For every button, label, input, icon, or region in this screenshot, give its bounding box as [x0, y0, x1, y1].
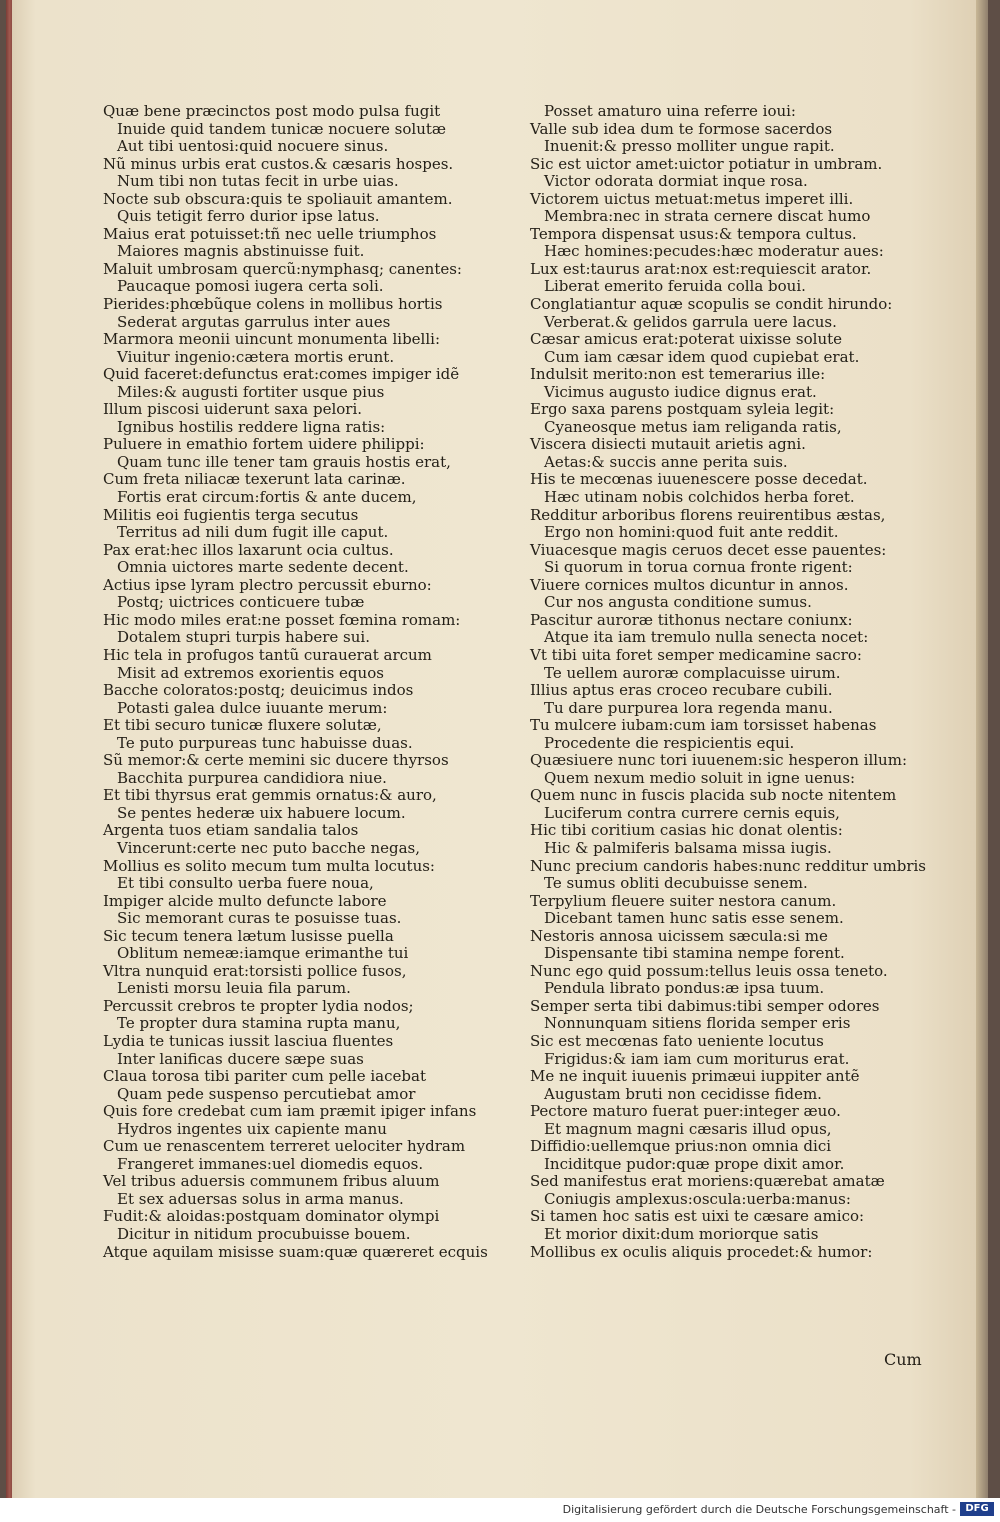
verse-line: Maius erat potuisset:tñ nec uelle triumphos	[103, 224, 437, 243]
verse-line: Viuere cornices multos dicuntur in annos.	[530, 575, 849, 594]
verse-line: Quem nunc in fuscis placida sub nocte nitentem	[530, 786, 897, 805]
verse-line: Sic est uictor amet:uictor potiatur in umbram.	[530, 154, 883, 173]
verse-line: Viuitur ingenio:cætera mortis erunt.	[117, 347, 395, 366]
left-text-column	[103, 103, 523, 1261]
verse-line: Te propter dura stamina rupta manu,	[117, 1014, 401, 1033]
verse-line: Aut tibi uentosi:quid nocuere sinus.	[117, 137, 389, 156]
verse-line: Vltra nunquid erat:torsisti pollice fusos,	[103, 961, 407, 980]
verse-line: His te mecœnas iuuenescere posse decedat.	[530, 470, 868, 489]
verse-line: Et sex aduersas solus in arma manus.	[117, 1189, 404, 1208]
verse-line: Vicimus augusto iudice dignus erat.	[544, 382, 817, 401]
verse-line: Frigidus:& iam iam cum moriturus erat.	[544, 1049, 850, 1068]
verse-line: Dicitur in nitidum procubuisse bouem.	[117, 1225, 411, 1243]
verse-line: Vincerunt:certe nec puto bacche negas,	[117, 838, 420, 857]
verse-line: Et magnum magni cæsaris illud opus,	[544, 1119, 832, 1138]
verse-line: Et tibi consulto uerba fuere noua,	[117, 874, 374, 893]
verse-line: Te sumus obliti decubuisse senem.	[544, 874, 808, 893]
verse-line: Quis tetigit ferro durior ipse latus.	[117, 207, 380, 226]
verse-line: Conglatiantur aquæ scopulis se condit hirundo:	[530, 295, 893, 314]
verse-line: Dispensante tibi stamina nempe forent.	[544, 944, 845, 963]
verse-line: Si quorum in torua cornua fronte rigent:	[544, 558, 853, 577]
verse-line: Frangeret immanes:uel diomedis equos.	[117, 1154, 424, 1173]
verse-line: Et morior dixit:dum moriorque satis	[544, 1225, 819, 1243]
verse-line: Diffidio:uellemque prius:non omnia dici	[530, 1137, 832, 1156]
verse-line: Sic est mecœnas fato ueniente locutus	[530, 1031, 824, 1050]
verse-line: Inciditque pudor:quæ prope dixit amor.	[544, 1154, 845, 1173]
verse-line: Impiger alcide multo defuncte labore	[103, 891, 387, 910]
verse-line: Percussit crebros te propter lydia nodos;	[103, 996, 414, 1015]
verse-line: Bacche coloratos:postq; deuicimus indos	[103, 681, 414, 700]
verse-line: Semper serta tibi dabimus:tibi semper odores	[530, 996, 880, 1015]
verse-line: Tu mulcere iubam:cum iam torsisset habenas	[530, 716, 877, 735]
verse-line: Liberat emerito feruida colla boui.	[544, 277, 806, 296]
verse-line: Territus ad nili dum fugit ille caput.	[117, 523, 389, 542]
verse-line: Hic tela in profugos tantũ curauerat arcum	[103, 645, 432, 664]
verse-line: Hic & palmiferis balsama missa iugis.	[544, 838, 832, 857]
verse-line: Ergo saxa parens postquam syleia legit:	[530, 400, 835, 419]
verse-line: Actius ipse lyram plectro percussit eburno:	[103, 575, 432, 594]
right-text-column	[530, 103, 930, 1261]
verse-line: Indulsit merito:non est temerarius ille:	[530, 365, 826, 384]
verse-line: Cum freta niliacæ texerunt lata carinæ.	[103, 470, 406, 489]
verse-line: Quem nexum medio soluit in igne uenus:	[544, 768, 856, 787]
verse-line: Viuacesque magis ceruos decet esse pauentes:	[530, 540, 887, 559]
verse-line: Misit ad extremos exorientis equos	[117, 663, 384, 682]
verse-line: Inuide quid tandem tunicæ nocuere solutæ	[117, 119, 446, 138]
verse-line: Mollius es solito mecum tum multa locutus:	[103, 856, 435, 875]
verse-line: Vt tibi uita foret semper medicamine sacro:	[530, 645, 862, 664]
verse-line: Militis eoi fugientis terga secutus	[103, 505, 359, 524]
verse-line: Hæc homines:pecudes:hæc moderatur aues:	[544, 242, 884, 261]
verse-line: Tempora dispensat usus:& tempora cultus.	[530, 224, 857, 243]
verse-line: Num tibi non tutas fecit in urbe uias.	[117, 172, 399, 191]
verse-line: Tu dare purpurea lora regenda manu.	[544, 698, 833, 717]
verse-line: Inuenit:& presso molliter ungue rapit.	[544, 137, 835, 156]
verse-line: Pendula librato pondus:æ ipsa tuum.	[544, 979, 825, 998]
verse-line: Quæsiuere nunc tori iuuenem:sic hesperon illum:	[530, 751, 907, 770]
verse-line: Cæsar amicus erat:poterat uixisse solute	[530, 330, 843, 349]
verse-line: Quæ bene præcinctos post modo pulsa fugit	[103, 102, 441, 120]
verse-line: Te puto purpureas tunc habuisse duas.	[117, 733, 413, 752]
page-edge-left	[6, 0, 12, 1498]
verse-line: Se pentes hederæ uix habuere locum.	[117, 803, 406, 822]
verse-line: Victorem uictus metuat:metus imperet illi.	[530, 189, 854, 208]
digitization-footer	[0, 1498, 1000, 1522]
verse-line: Lydia te tunicas iussit lasciua fluentes	[103, 1031, 394, 1050]
verse-line: Illius aptus eras croceo recubare cubili.	[530, 681, 833, 700]
verse-line: Hydros ingentes uix capiente manu	[117, 1119, 387, 1138]
verse-line: Sic tecum tenera lætum lusisse puella	[103, 926, 394, 945]
verse-line: Membra:nec in strata cernere discat humo	[544, 207, 871, 226]
verse-line: Marmora meonii uincunt monumenta libelli:	[103, 330, 440, 349]
verse-line: Aetas:& succis anne perita suis.	[544, 452, 788, 471]
verse-line: Argenta tuos etiam sandalia talos	[103, 821, 359, 840]
verse-line: Quid faceret:defunctus erat:comes impiger idẽ	[103, 365, 460, 384]
verse-line: Te uellem auroræ complacuisse uirum.	[544, 663, 841, 682]
verse-line: Inter lanificas ducere sæpe suas	[117, 1049, 364, 1068]
verse-line: Coniugis amplexus:oscula:uerba:manus:	[544, 1189, 851, 1208]
verse-line: Luciferum contra currere cernis equis,	[544, 803, 840, 822]
verse-line: Me ne inquit iuuenis primæui iuppiter antẽ	[530, 1067, 860, 1086]
verse-line: Maluit umbrosam quercũ:nymphasq; canentes:	[103, 259, 462, 278]
verse-line: Quam pede suspenso percutiebat amor	[117, 1084, 416, 1103]
verse-line: Ergo non homini:quod fuit ante reddit.	[544, 523, 839, 542]
funding-credit: Digitalisierung gefördert durch die Deutsche Forschungsgemeinschaft -	[562, 1503, 956, 1516]
verse-line: Quis fore credebat cum iam præmit ipiger infans	[103, 1102, 477, 1121]
verse-line: Augustam bruti non cecidisse fidem.	[544, 1084, 822, 1103]
verse-line: Lux est:taurus arat:nox est:requiescit arator.	[530, 259, 872, 278]
verse-line: Lenisti morsu leuia fila parum.	[117, 979, 351, 998]
verse-line: Et tibi thyrsus erat gemmis ornatus:& auro,	[103, 786, 437, 805]
verse-line: Sũ memor:& certe memini sic ducere thyrsos	[103, 751, 449, 770]
verse-line: Sederat argutas garrulus inter aues	[117, 312, 391, 331]
verse-line: Oblitum nemeæ:iamque erimanthe tui	[117, 944, 409, 963]
verse-line: Pierides:phœbũque colens in mollibus hortis	[103, 295, 443, 314]
verse-line: Valle sub idea dum te formose sacerdos	[530, 119, 833, 138]
verse-line: Potasti galea dulce iuuante merum:	[117, 698, 388, 717]
verse-line: Hic tibi coritium casias hic donat olentis:	[530, 821, 843, 840]
verse-line: Fudit:& aloidas:postquam dominator olympi	[103, 1207, 440, 1226]
verse-line: Hæc utinam nobis colchidos herba foret.	[544, 488, 855, 507]
verse-line: Sed manifestus erat moriens:quærebat amatæ	[530, 1172, 885, 1191]
verse-line: Terpylium fleuere suiter nestora canum.	[530, 891, 837, 910]
verse-line: Pax erat:hec illos laxarunt ocia cultus.	[103, 540, 394, 559]
verse-line: Pectore maturo fuerat puer:integer æuo.	[530, 1102, 841, 1121]
verse-line: Fortis erat circum:fortis & ante ducem,	[117, 488, 417, 507]
verse-line: Cyaneosque metus iam religanda ratis,	[544, 417, 842, 436]
dfg-logo: DFG	[960, 1502, 994, 1516]
verse-line: Nestoris annosa uicissem sæcula:si me	[530, 926, 828, 945]
verse-line: Viscera disiecti mutauit arietis agni.	[530, 435, 806, 454]
verse-line: Atque aquilam misisse suam:quæ quæreret ecquis	[103, 1242, 488, 1261]
verse-line: Hic modo miles erat:ne posset fœmina romam:	[103, 610, 461, 629]
verse-line: Nũ minus urbis erat custos.& cæsaris hospes.	[103, 154, 454, 173]
verse-line: Quam tunc ille tener tam grauis hostis erat,	[117, 452, 451, 471]
verse-line: Atque ita iam tremulo nulla senecta nocet:	[544, 628, 869, 647]
verse-line: Nocte sub obscura:quis te spoliauit amantem.	[103, 189, 453, 208]
verse-line: Posset amaturo uina referre ioui:	[544, 102, 796, 120]
verse-line: Cum iam cæsar idem quod cupiebat erat.	[544, 347, 860, 366]
verse-line: Maiores magnis abstinuisse fuit.	[117, 242, 365, 261]
book-page	[6, 0, 988, 1498]
verse-line: Nunc ego quid possum:tellus leuis ossa teneto.	[530, 961, 888, 980]
verse-line: Dicebant tamen hunc satis esse senem.	[544, 909, 844, 928]
verse-line: Procedente die respicientis equi.	[544, 733, 795, 752]
verse-line: Miles:& augusti fortiter usque pius	[117, 382, 385, 401]
verse-line: Ignibus hostilis reddere ligna ratis:	[117, 417, 386, 436]
page-edge-right	[976, 0, 988, 1498]
verse-line: Sic memorant curas te posuisse tuas.	[117, 909, 402, 928]
verse-line: Verberat.& gelidos garrula uere lacus.	[544, 312, 837, 331]
verse-line: Cur nos angusta conditione sumus.	[544, 593, 812, 612]
verse-line: Puluere in emathio fortem uidere philippi:	[103, 435, 425, 454]
verse-line: Illum piscosi uiderunt saxa pelori.	[103, 400, 363, 419]
verse-line: Dotalem stupri turpis habere sui.	[117, 628, 370, 647]
verse-line: Si tamen hoc satis est uixi te cæsare amico:	[530, 1207, 865, 1226]
catchword: Cum	[884, 1350, 922, 1369]
verse-line: Nunc precium candoris habes:nunc redditur umbris	[530, 856, 926, 875]
verse-line: Et tibi securo tunicæ fluxere solutæ,	[103, 716, 382, 735]
verse-line: Cum ue renascentem terreret uelociter hydram	[103, 1137, 466, 1156]
verse-line: Mollibus ex oculis aliquis procedet:& humor:	[530, 1242, 873, 1261]
verse-line: Nonnunquam sitiens florida semper eris	[544, 1014, 851, 1033]
verse-line: Victor odorata dormiat inque rosa.	[544, 172, 808, 191]
verse-line: Bacchita purpurea candidiora niue.	[117, 768, 387, 787]
verse-line: Vel tribus aduersis communem fribus aluum	[103, 1172, 440, 1191]
verse-line: Omnia uictores marte sedente decent.	[117, 558, 409, 577]
verse-line: Postq; uictrices conticuere tubæ	[117, 593, 365, 612]
verse-line: Claua torosa tibi pariter cum pelle iacebat	[103, 1067, 426, 1086]
verse-line: Pascitur auroræ tithonus nectare coniunx:	[530, 610, 853, 629]
verse-line: Redditur arboribus florens reuirentibus æstas,	[530, 505, 886, 524]
verse-line: Paucaque pomosi iugera certa soli.	[117, 277, 384, 296]
